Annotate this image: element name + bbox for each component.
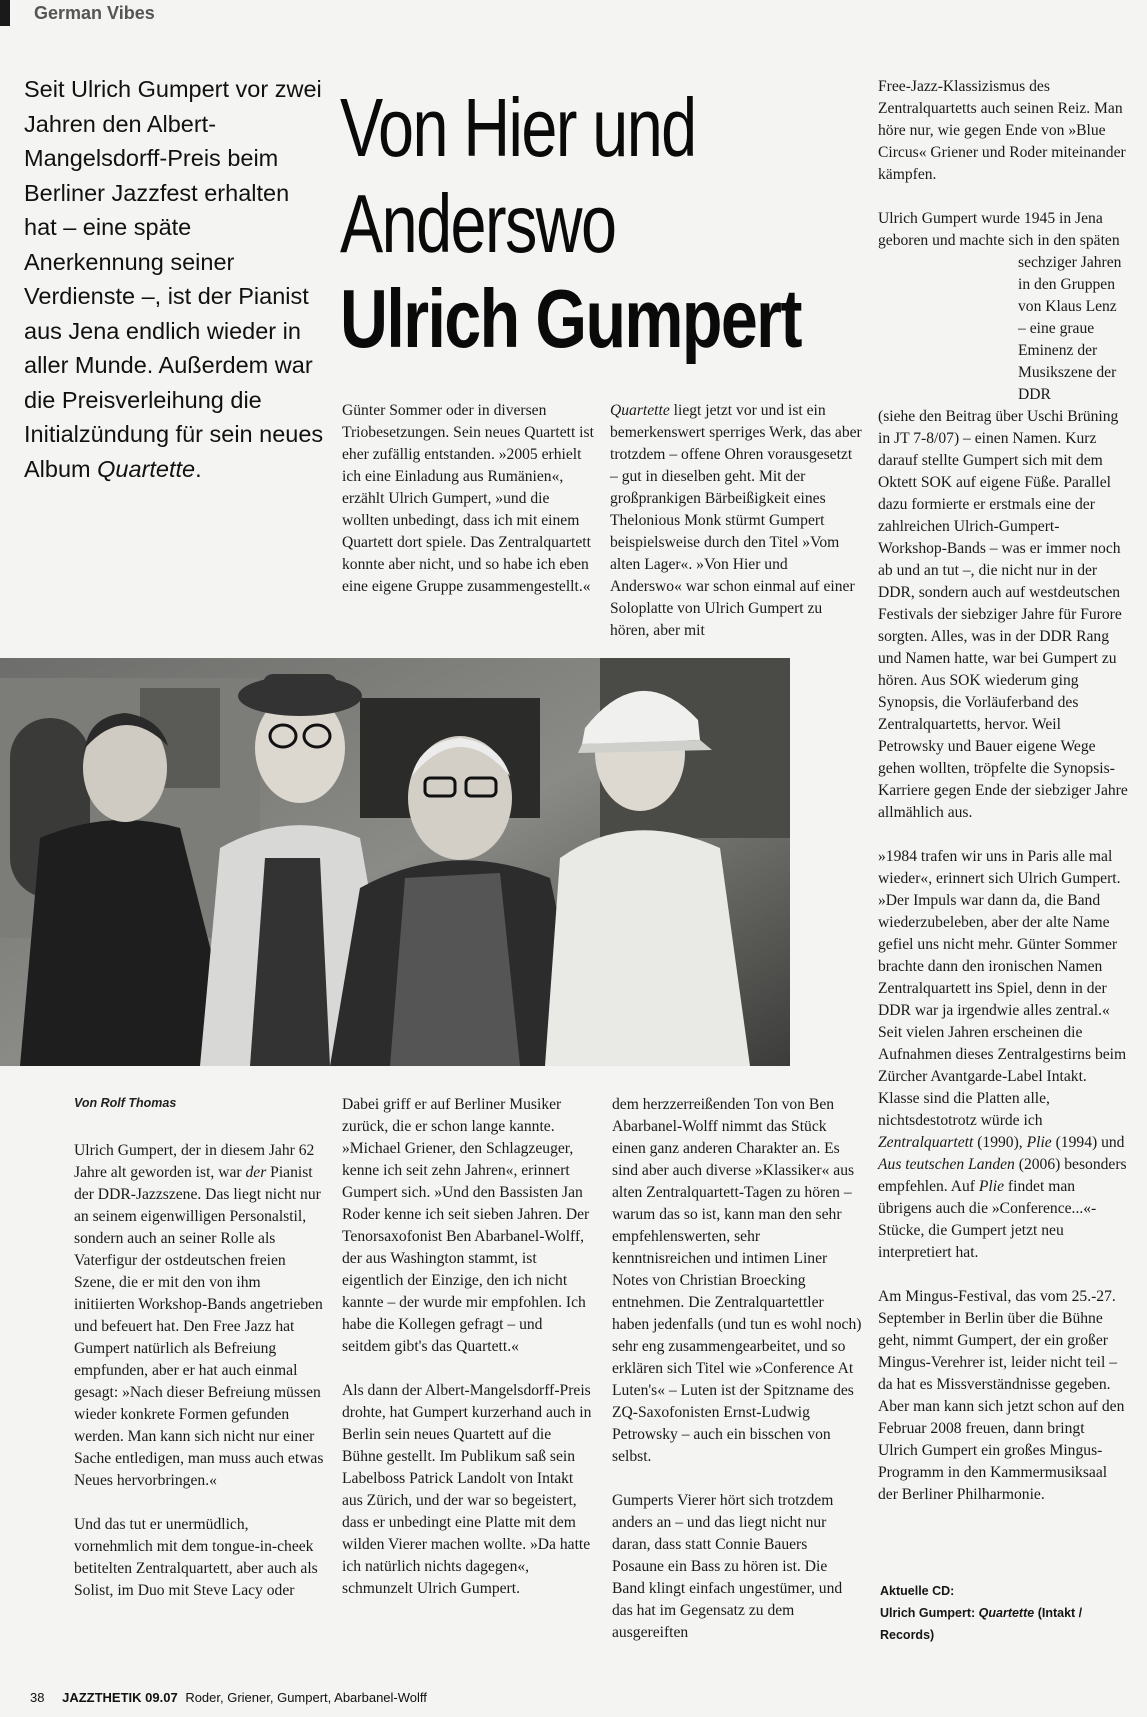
paragraph-text: (1994) und (1051, 1134, 1125, 1151)
paragraph: Als dann der Albert-Mangelsdorff-Preis drohte, hat Gumpert kurzerhand auch in Berlin sein neues Quartett auf die Bühne gestellt. Im Publikum saß sein Labelboss Patrick Landolt von Intakt aus Zürich, und der war so begeistert, dass er unbedingt eine Platte mit dem wilden Vierer machen wollte. »Da hatte ich natürlich nichts dagegen«, schmunzelt Ulrich Gumpert. (342, 1382, 592, 1597)
paragraph-text: Pianist der DDR-Jazzszene. Das liegt nicht nur an seinem eigenwilligen Personalstil, sondern auch an seiner Rolle als Vaterfigur der ostdeutschen freien Szene, die er mit den von ihm initiierten Workshop-Bands angetrieben und befeuert hat. Den Free Jazz hat Gumpert natürlich als Befreiung empfunden, aber er hat auch einmal gesagt: »Nach dieser Befreiung müssen wieder konkrete Formen gefunden werden. Man kann sich nicht nur einer Sache entledigen, man muss auch etwas Neues hervorbringen.« (74, 1164, 324, 1489)
paragraph: Free-Jazz-Klassizismus des Zentralquartetts auch seinen Reiz. Man höre nur, wie gegen Ende von »Blue Circus« Griener und Roder miteinander kämpfen. (878, 78, 1126, 183)
intro-end: . (195, 455, 202, 482)
section-marker (0, 0, 10, 26)
paragraph: Gumperts Vierer hört sich trotzdem anders an – und das liegt nicht nur daran, dass statt Connie Bauers Posaune ein Bass zu hören ist. Die Band klingt einfach ungestümer, und das hat im Gegensatz zu dem ausgereiften (612, 1492, 843, 1641)
paragraph: Am Mingus-Festival, das vom 25.-27. September in Berlin über die Bühne geht, nimmt Gumpert, der ein großer Mingus-Verehrer ist, leider nicht teil – da hat es Missverständnisse gegeben. Aber man kann sich jetzt schon auf den Februar 2008 freuen, dann bringt Ulrich Gumpert ein großes Mingus-Programm in den Kammermusiksaal der Berliner Philharmonie. (878, 1288, 1125, 1503)
emphasis: der (245, 1164, 267, 1181)
intro-text (24, 72, 324, 486)
intro-body: Seit Ulrich Gumpert vor zwei Jahren den Albert-Mangelsdorff-Preis beim Berliner Jazzfest erhalten hat – eine späte Anerkennung seiner Verdienste –, ist der Pianist aus Jena endlich wieder in aller Munde. Außerdem war die Preisverleihung die Initialzündung für sein neues Album (24, 76, 324, 482)
album-title: Zentralquartett (878, 1134, 974, 1151)
paragraph-text: Ulrich Gumpert wurde 1945 in Jena geboren und machte sich in den späten (878, 210, 1120, 249)
paragraph-text: findet man übrigens auch die »Conference...«-Stücke, die Gumpert jetzt neu interpretiert hat. (878, 1178, 1097, 1261)
section-label: German Vibes (34, 3, 155, 23)
page-footer (30, 1690, 1130, 1705)
cd-label: Aktuelle CD: (880, 1584, 955, 1598)
paragraph: Dabei griff er auf Berliner Musiker zurück, die er schon lange kannte. »Michael Griener, den Schlagzeuger, kenne ich seit zehn Jahren«, erinnert Gumpert sich. »Und den Bassisten Jan Roder kenne ich seit sieben Jahren. Der Tenorsaxofonist Ben Abarbanel-Wolff, der aus Washington stammt, ist eigentlich der Einzige, den ich nicht kannte – der wurde mir empfohlen. Ich habe die Kollegen gefragt – und seitdem gibt's das Quartett.« (342, 1096, 590, 1355)
album-title: Aus teutschen Landen (878, 1156, 1015, 1173)
cd-details (880, 1602, 1130, 1646)
column-mid-2 (610, 400, 862, 664)
cd-artist: Ulrich Gumpert: (880, 1606, 976, 1620)
paragraph (878, 208, 1128, 824)
paragraph: Und das tut er unermüdlich, vornehmlich mit dem tongue-in-cheek betitelten Zentralquartett, aber auch als Solist, im Duo mit Steve Lacy oder (74, 1516, 318, 1599)
paragraph-text-indented: sechziger Jahren in den Gruppen von Klaus Lenz – eine graue Eminenz der Musikszene der DDR (1018, 254, 1122, 403)
album-title: Plie (1026, 1134, 1052, 1151)
cd-label-info: (Intakt / Records) (880, 1606, 1083, 1642)
headline (340, 80, 900, 366)
paragraph (610, 400, 862, 642)
column-bottom-1 (74, 1140, 324, 1624)
headline-line-1: Von Hier und (340, 81, 696, 174)
paragraph (74, 1140, 324, 1492)
paragraph-text: (siehe den Beitrag über Uschi Brüning in JT 7-8/07) – einen Namen. Kurz darauf stellte Gumpert sich mit dem Oktett SOK auf eigene Füße. Parallel dazu formierte er erstmals eine der zahlreichen Ulrich-Gumpert-Workshop-Bands – was er immer noch ab und an tut –, die nicht nur in der DDR, sondern auch auf westdeutschen Festivals der siebziger Jahre für Furore sorgten. Alles, was in der DDR Rang und Namen hatte, war bei Gumpert zu hören. Aus SOK wiederum ging Synopsis, die Vorläuferband des Zentralquartetts, hervor. Weil Petrowsky und Bauer eigene Wege gehen wollten, tröpfelte die Synopsis-Karriere gegen Ende der siebziger Jahre allmählich aus. (878, 408, 1128, 821)
byline: Von Rolf Thomas (74, 1096, 177, 1110)
paragraph (878, 846, 1128, 1264)
paragraph-text: »1984 trafen wir uns in Paris alle mal wieder«, erinnert sich Ulrich Gumpert. »Der Impuls war dann da, die Band wiederzubeleben, aber der alte Name gefiel uns nicht mehr. Günter Sommer brachte dann den ironischen Namen Zentralquartett ins Spiel, denn in der DDR war ja irgendwie alles zentral.« Seit vielen Jahren erscheinen die Aufnahmen dieses Zentralgestirns beim Zürcher Avantgarde-Label Intakt. Klasse sind die Platten alle, nichtsdestotrotz würde ich (878, 848, 1127, 1129)
paragraph-text: (2006) besonders empfehlen. Auf (878, 1156, 1127, 1195)
column-bottom-3 (612, 1094, 862, 1666)
page-number: 38 (30, 1690, 45, 1705)
headline-name: Ulrich Gumpert (340, 272, 801, 365)
intro-album: Quartette (97, 455, 196, 482)
cd-title: Quartette (978, 1606, 1035, 1620)
paragraph: Günter Sommer oder in diversen Triobesetzungen. Sein neues Quartett ist eher zufällig entstanden. »2005 erhielt ich eine Einladung aus Rumänien«, erzählt Ulrich Gumpert, »und die wollten unbedingt, dass ich mit einem Quartett dort spiele. Das Zentralquartett konnte aber nicht, und so habe ich eben eine eigene Gruppe zusammengestellt.« (342, 402, 594, 595)
paragraph-text: Ulrich Gumpert, der in diesem Jahr 62 Jahre alt geworden ist, war (74, 1142, 315, 1181)
paragraph: dem herzzerreißenden Ton von Ben Abarbanel-Wolff nimmt das Stück einen ganz anderen Charakter an. Es sind aber auch diverse »Klassiker« aus alten Zentralquartett-Tagen zu hören – warum das so ist, kann man den sehr empfehlenswerten, sehr kenntnisreichen und intimen Liner Notes von Christian Broecking entnehmen. Die Zentralquartettler haben jedenfalls (und tun es wohl noch) sehr eng zusammengearbeitet, und so erklären sich Titel wie »Conference At Luten's« – Luten ist der Spitzname des ZQ-Saxofonisten Ernst-Ludwig Petrowsky – auch ein bisschen von selbst. (612, 1096, 862, 1465)
column-mid-1 (342, 400, 594, 620)
current-cd-box (880, 1580, 1130, 1646)
magazine-issue: JAZZTHETIK 09.07 (62, 1690, 178, 1705)
photo-caption: Roder, Griener, Gumpert, Abarbanel-Wolff (185, 1690, 427, 1705)
band-photo-image (0, 658, 790, 1066)
album-title: Quartette (610, 402, 670, 419)
headline-line-2: Anderswo (340, 177, 616, 270)
album-title: Plie (978, 1178, 1005, 1195)
paragraph-text: liegt jetzt vor und ist ein bemerkenswert sperriges Werk, das aber trotzdem – offene Ohren vorausgesetzt – gut in dieselben geht. Mit der großprankigen Bärbeißigkeit eines Thelonious Monk stürmt Gumpert beispielsweise durch den Titel »Vom alten Lager«. »Von Hier und Anderswo« war schon einmal auf einer Soloplatte von Ulrich Gumpert zu hören, aber mit (610, 402, 862, 639)
band-photo (0, 658, 790, 1066)
column-bottom-2 (342, 1094, 594, 1622)
paragraph-text: (1990), (973, 1134, 1027, 1151)
column-right (878, 76, 1128, 1528)
